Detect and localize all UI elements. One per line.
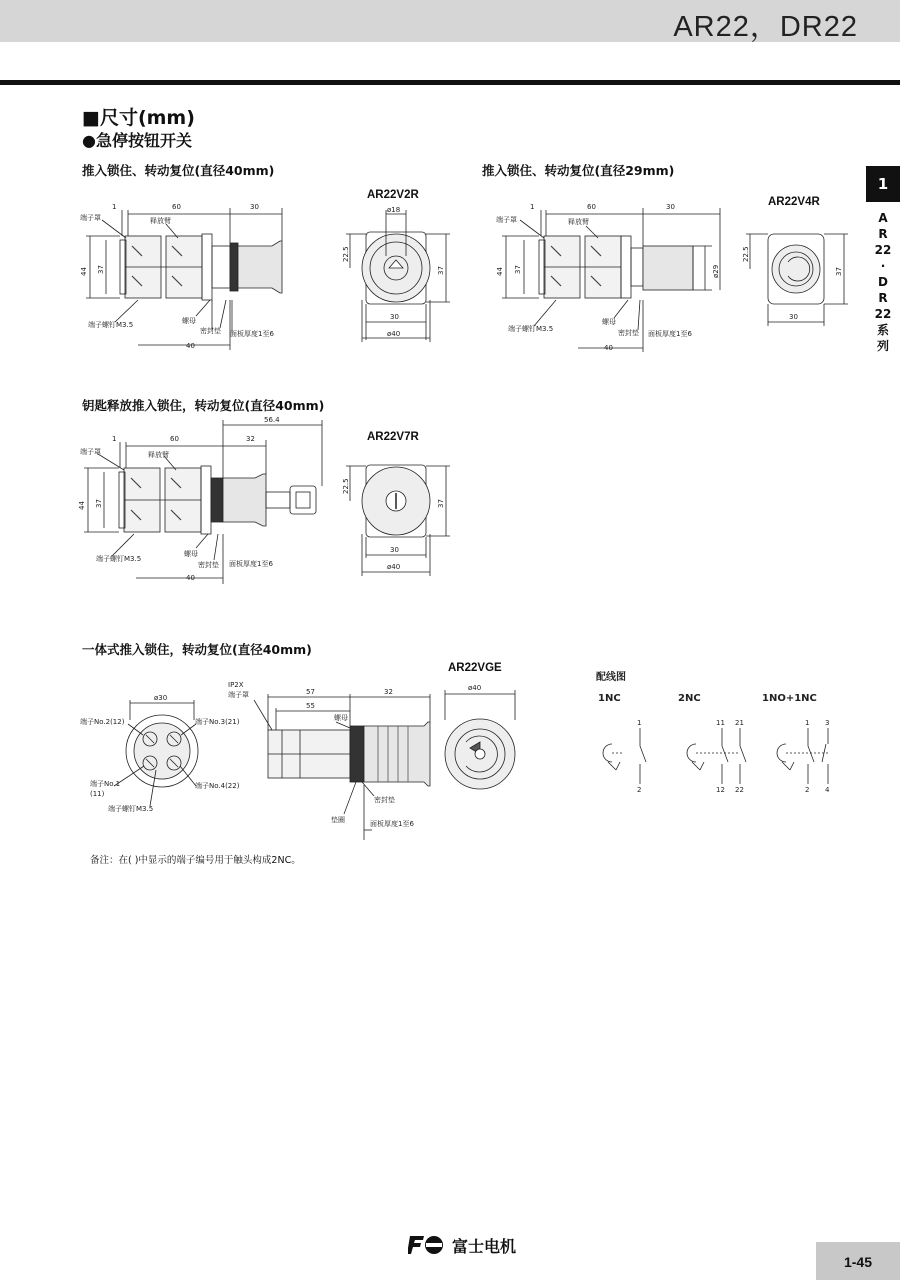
fig4-dim-d30: ø30	[154, 694, 168, 702]
fig1-label-cover: 端子罩	[80, 214, 101, 222]
fig4-dim-d40: ø40	[468, 684, 482, 692]
fig2-label-release: 释放臂	[568, 218, 589, 226]
fig4-caption: 一体式推入锁住，转动复位(直径40mm)	[82, 642, 312, 657]
fig2-label-screw: 端子螺钉M3.5	[508, 325, 554, 333]
fig3-front-dim-22-5: 22.5	[342, 478, 350, 494]
fig3-label-gasket: 密封垫	[198, 561, 219, 569]
page-number-box	[816, 1242, 900, 1280]
tab-char: 22	[874, 307, 892, 321]
fig3-dim-37: 37	[95, 499, 103, 508]
wiring-2nc-bottom-22: 22	[735, 786, 744, 794]
wiring-diagrams	[596, 670, 830, 794]
fig3-label-nut: 螺母	[184, 550, 198, 558]
brand-name: 富士电机	[452, 1237, 517, 1256]
fig4-label-ip2x-a: IP2X	[228, 681, 244, 689]
fig2-side-view	[496, 203, 720, 352]
fig3-label-panel: 面板厚度1至6	[229, 560, 273, 568]
fig1-dim-37: 37	[97, 265, 105, 274]
fig2-dim-d29: ø29	[712, 264, 720, 278]
fig2-label-gasket: 密封垫	[618, 329, 639, 337]
fig4-label-panel: 面板厚度1至6	[370, 820, 414, 828]
fig3-front-dim-d40: ø40	[387, 563, 401, 571]
fig3-front-view	[342, 465, 450, 576]
fig4-label-gasket: 密封垫	[374, 796, 395, 804]
fig2-dim-40: 40	[604, 344, 613, 352]
tab-char: 系	[876, 323, 889, 337]
fig1-front-dim-d40: ø40	[387, 330, 401, 338]
footnote: 备注：在( )中显示的端子编号用于触头构成2NC。	[90, 855, 301, 866]
fig2-dim-44: 44	[496, 267, 504, 276]
fig2-dim-30: 30	[666, 203, 675, 211]
fig4-label-nut: 螺母	[334, 714, 348, 722]
fig2-front-dim-37: 37	[835, 267, 843, 276]
fig1-front-view	[342, 206, 450, 342]
fig4-front-view	[445, 684, 515, 789]
header-title: AR22，DR22	[673, 11, 858, 43]
fig3-label-cover: 端子罩	[80, 448, 101, 456]
fig2-label-panel: 面板厚度1至6	[648, 330, 692, 338]
wiring-1no1nc-bottom-2: 2	[805, 786, 810, 794]
wiring-1no1nc-bottom-4: 4	[825, 786, 830, 794]
fig1-label-release: 释放臂	[150, 217, 171, 225]
wiring-2nc-bottom-12: 12	[716, 786, 725, 794]
chapter-tab-number: 1	[866, 166, 900, 202]
fig3-model: AR22V7R	[367, 431, 419, 443]
fig4-label-t1b: (11)	[90, 790, 105, 798]
section-title: ■尺寸(mm)	[82, 107, 195, 129]
tab-char: 列	[876, 339, 889, 353]
page-number: 1-45	[843, 1254, 873, 1270]
fig2-dim-37: 37	[514, 265, 522, 274]
fig3-dim-44: 44	[78, 501, 86, 510]
fig1-front-dim-22-5: 22.5	[342, 246, 350, 262]
fig3-dim-32: 32	[246, 435, 255, 443]
fig4-dim-55: 55	[306, 702, 315, 710]
fig4-label-t1a: 端子No.1	[90, 780, 121, 788]
fig4-label-screw: 端子螺钉M3.5	[108, 805, 154, 813]
wiring-2nc-top-11: 11	[716, 719, 725, 727]
fig4-label-t2: 端子No.2(12)	[80, 718, 125, 726]
fig4-label-ip2x-b: 端子罩	[228, 691, 249, 699]
fig2-caption: 推入锁住、转动复位(直径29mm)	[482, 163, 675, 178]
fig3-front-dim-37: 37	[437, 499, 445, 508]
fig3-dim-40: 40	[186, 574, 195, 582]
fig3-side-view	[78, 416, 322, 584]
fig4-label-t4: 端子No.4(22)	[195, 782, 240, 790]
fig1-label-screw: 端子螺钉M3.5	[88, 321, 134, 329]
fig3-dim-56-4: 56.4	[264, 416, 280, 424]
wiring-1no1nc-top-1: 1	[805, 719, 810, 727]
fuji-electric-logo-icon	[408, 1234, 446, 1256]
fig4-model: AR22VGE	[448, 662, 502, 674]
fig4-dim-32: 32	[384, 688, 393, 696]
fig1-dim-1: 1	[112, 203, 117, 211]
fig4-rear-view	[80, 694, 240, 813]
fig3-dim-60: 60	[170, 435, 179, 443]
fig1-front-dim-d18: ø18	[387, 206, 401, 214]
fig4-label-t3: 端子No.3(21)	[195, 718, 240, 726]
fig3-label-release: 释放臂	[148, 451, 169, 459]
fig2-label-nut: 螺母	[602, 318, 616, 326]
fig3-label-screw: 端子螺钉M3.5	[96, 555, 142, 563]
fig1-front-dim-30: 30	[390, 313, 399, 321]
tab-char: R	[878, 291, 888, 305]
wiring-type-1no1nc: 1NO+1NC	[762, 693, 817, 704]
fig1-label-nut: 螺母	[182, 317, 196, 325]
fig1-dim-30: 30	[250, 203, 259, 211]
section-subtitle: ●急停按钮开关	[82, 131, 192, 150]
wiring-1nc-bottom: 2	[637, 786, 642, 794]
fig2-front-dim-30: 30	[789, 313, 798, 321]
fig1-front-dim-37: 37	[437, 266, 445, 275]
wiring-type-2nc: 2NC	[678, 693, 701, 704]
fig1-side-view	[80, 203, 282, 350]
fig1-caption: 推入锁住、转动复位(直径40mm)	[82, 163, 275, 178]
fig2-dim-60: 60	[587, 203, 596, 211]
fig3-front-dim-30: 30	[390, 546, 399, 554]
tab-char: ·	[880, 259, 886, 273]
fig4-dim-57: 57	[306, 688, 315, 696]
wiring-2nc-top-21: 21	[735, 719, 744, 727]
fig1-label-panel: 面板厚度1至6	[230, 330, 274, 338]
wiring-title: 配线图	[596, 672, 626, 683]
tab-char: D	[878, 275, 888, 289]
fig1-dim-44: 44	[80, 267, 88, 276]
wiring-type-1nc: 1NC	[598, 693, 621, 704]
fig2-front-view	[742, 234, 848, 326]
fig2-label-cover: 端子罩	[496, 216, 517, 224]
fig4-label-washer: 垫圈	[331, 816, 345, 824]
brand-logo	[408, 1232, 532, 1258]
fig3-caption: 钥匙释放推入锁住，转动复位(直径40mm)	[82, 398, 325, 413]
wiring-1nc-top: 1	[637, 719, 642, 727]
fig2-front-dim-22-5: 22.5	[742, 246, 750, 262]
fig4-side-view	[228, 681, 430, 840]
fig2-dim-1: 1	[530, 203, 535, 211]
fig2-model: AR22V4R	[768, 196, 820, 208]
fig1-dim-40: 40	[186, 342, 195, 350]
fig1-model: AR22V2R	[367, 189, 419, 201]
fig1-dim-60: 60	[172, 203, 181, 211]
fig1-label-gasket: 密封垫	[200, 327, 221, 335]
wiring-1no1nc-top-3: 3	[825, 719, 830, 727]
tab-char: 22	[874, 243, 892, 257]
tab-char: R	[878, 227, 888, 241]
fig3-dim-1: 1	[112, 435, 117, 443]
tab-char: A	[878, 211, 888, 225]
